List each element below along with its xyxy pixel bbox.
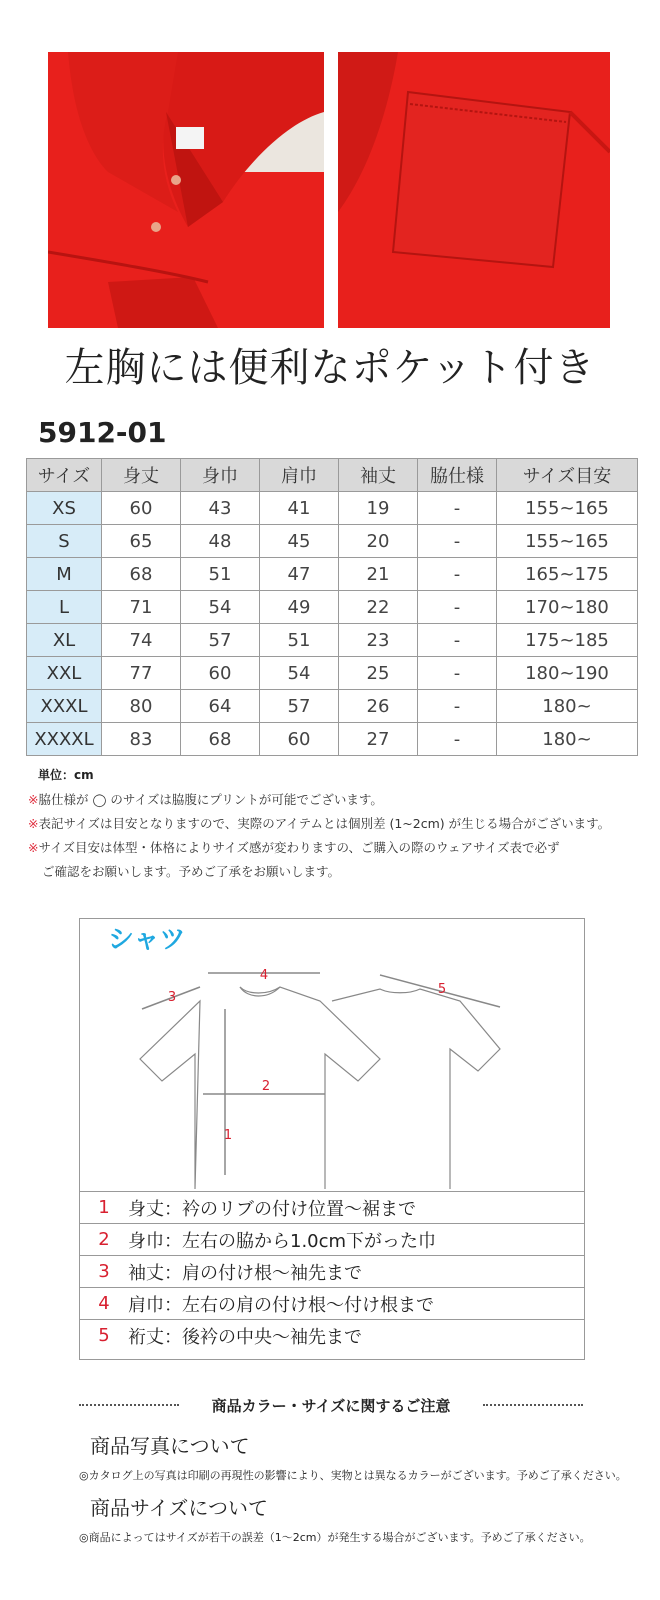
size-table xyxy=(26,458,638,756)
table-row xyxy=(27,492,638,525)
table-cell: 22 xyxy=(339,591,418,624)
marker-4: 4 xyxy=(259,968,269,983)
size-cell: XS xyxy=(27,492,102,525)
size-cell: XL xyxy=(27,624,102,657)
table-cell: 47 xyxy=(260,558,339,591)
column-header: 身巾 xyxy=(181,459,260,492)
legend-text: 肩巾：左右の肩の付け根〜付け根まで xyxy=(128,1294,434,1316)
note-mark: ※ xyxy=(28,840,39,855)
table-row xyxy=(27,591,638,624)
table-cell: 68 xyxy=(181,723,260,756)
product-photos xyxy=(48,52,610,328)
table-cell: 60 xyxy=(181,657,260,690)
column-header: サイズ目安 xyxy=(497,459,638,492)
table-cell: 155~165 xyxy=(497,492,638,525)
table-cell: 175~185 xyxy=(497,624,638,657)
model-number: 5912-01 xyxy=(38,416,167,449)
size-cell: S xyxy=(27,525,102,558)
legend-number: 2 xyxy=(98,1229,110,1250)
legend-number: 3 xyxy=(98,1261,110,1282)
table-cell: 180~190 xyxy=(497,657,638,690)
table-cell: 57 xyxy=(260,690,339,723)
column-header: 袖丈 xyxy=(339,459,418,492)
photo-notice-text: ◎カタログ上の写真は印刷の再現性の影響により、実物とは異なるカラーがございます。予めご了承ください。 xyxy=(79,1469,627,1482)
table-cell: - xyxy=(418,591,497,624)
size-cell: M xyxy=(27,558,102,591)
legend-text: 身丈：衿のリブの付け位置〜裾まで xyxy=(128,1198,416,1220)
column-header: サイズ xyxy=(27,459,102,492)
table-cell: 155~165 xyxy=(497,525,638,558)
table-cell: 77 xyxy=(102,657,181,690)
table-cell: 23 xyxy=(339,624,418,657)
note-text: 表記サイズは目安となりますので、実際のアイテムとは個別差 (1~2cm) が生じる場合がございます。 xyxy=(38,816,611,831)
legend-row xyxy=(80,1287,584,1319)
legend-number: 4 xyxy=(98,1293,110,1314)
table-cell: 54 xyxy=(260,657,339,690)
notice-heading-text: 商品カラー・サイズに関するご注意 xyxy=(211,1397,451,1415)
table-row xyxy=(27,624,638,657)
marker-5: 5 xyxy=(437,982,447,997)
table-cell: 165~175 xyxy=(497,558,638,591)
marker-3: 3 xyxy=(167,990,177,1005)
unit-label: 単位：cm xyxy=(38,768,94,782)
table-cell: 49 xyxy=(260,591,339,624)
note-line xyxy=(28,838,560,856)
table-cell: 80 xyxy=(102,690,181,723)
table-row xyxy=(27,558,638,591)
table-cell: 20 xyxy=(339,525,418,558)
size-cell: L xyxy=(27,591,102,624)
shirt-outline xyxy=(80,949,584,1189)
table-cell: 25 xyxy=(339,657,418,690)
table-cell: 68 xyxy=(102,558,181,591)
table-cell: 60 xyxy=(260,723,339,756)
table-cell: 57 xyxy=(181,624,260,657)
table-cell: 41 xyxy=(260,492,339,525)
marker-2: 2 xyxy=(261,1079,271,1094)
column-header: 身丈 xyxy=(102,459,181,492)
table-cell: 60 xyxy=(102,492,181,525)
note-line xyxy=(28,790,383,808)
size-cell: XXL xyxy=(27,657,102,690)
note-text: ご確認をお願いします。予めご了承をお願いします。 xyxy=(42,864,341,879)
table-row xyxy=(27,690,638,723)
legend-text: 裄丈：後衿の中央〜袖先まで xyxy=(128,1326,362,1348)
column-header: 肩巾 xyxy=(260,459,339,492)
table-cell: 19 xyxy=(339,492,418,525)
table-cell: - xyxy=(418,690,497,723)
table-cell: - xyxy=(418,492,497,525)
table-cell: 48 xyxy=(181,525,260,558)
note-mark: ※ xyxy=(28,816,39,831)
table-cell: - xyxy=(418,624,497,657)
table-cell: 71 xyxy=(102,591,181,624)
table-cell: 21 xyxy=(339,558,418,591)
table-cell: 51 xyxy=(181,558,260,591)
table-row xyxy=(27,525,638,558)
size-notice-title: 商品サイズについて xyxy=(90,1496,268,1520)
photo-caption: 左胸には便利なポケット付き xyxy=(64,345,596,391)
legend-row xyxy=(80,1223,584,1255)
table-cell: - xyxy=(418,657,497,690)
legend-number: 5 xyxy=(98,1325,110,1346)
table-header-row xyxy=(27,459,638,492)
table-cell: - xyxy=(418,525,497,558)
table-row xyxy=(27,723,638,756)
legend-text: 身巾：左右の脇から1.0cm下がった巾 xyxy=(128,1230,437,1252)
table-cell: 51 xyxy=(260,624,339,657)
column-header: 脇仕様 xyxy=(418,459,497,492)
notice-heading xyxy=(79,1395,583,1415)
table-cell: 74 xyxy=(102,624,181,657)
note-line xyxy=(42,862,340,880)
note-text: 脇仕様が ◯ のサイズは脇腹にプリントが可能でございます。 xyxy=(38,792,383,807)
legend-row xyxy=(80,1255,584,1287)
table-cell: 27 xyxy=(339,723,418,756)
table-row xyxy=(27,657,638,690)
table-cell: 45 xyxy=(260,525,339,558)
note-line xyxy=(28,814,610,832)
shirt-diagram xyxy=(79,918,585,1360)
pocket-photo xyxy=(338,52,610,328)
table-cell: 170~180 xyxy=(497,591,638,624)
table-cell: 26 xyxy=(339,690,418,723)
table-cell: 65 xyxy=(102,525,181,558)
table-cell: 180~ xyxy=(497,690,638,723)
legend-text: 袖丈：肩の付け根〜袖先まで xyxy=(128,1262,362,1284)
note-text: サイズ目安は体型・体格によりサイズ感が変わりますの、ご購入の際のウェアサイズ表で必ず xyxy=(38,840,560,855)
table-cell: 43 xyxy=(181,492,260,525)
table-cell: - xyxy=(418,723,497,756)
measurement-legend xyxy=(80,1191,584,1351)
size-cell: XXXXL xyxy=(27,723,102,756)
note-mark: ※ xyxy=(28,792,39,807)
size-cell: XXXL xyxy=(27,690,102,723)
marker-1: 1 xyxy=(223,1128,233,1143)
legend-row xyxy=(80,1191,584,1223)
table-cell: 54 xyxy=(181,591,260,624)
table-cell: 180~ xyxy=(497,723,638,756)
legend-row xyxy=(80,1319,584,1351)
table-cell: 64 xyxy=(181,690,260,723)
size-notice-text: ◎商品によってはサイズが若干の誤差（1〜2cm）が発生する場合がございます。予めご了承ください。 xyxy=(79,1531,591,1544)
diagram-title: シャツ xyxy=(108,925,186,955)
photo-notice-title: 商品写真について xyxy=(90,1434,250,1458)
table-cell: 83 xyxy=(102,723,181,756)
collar-photo xyxy=(48,52,324,328)
legend-number: 1 xyxy=(98,1197,110,1218)
table-cell: - xyxy=(418,558,497,591)
